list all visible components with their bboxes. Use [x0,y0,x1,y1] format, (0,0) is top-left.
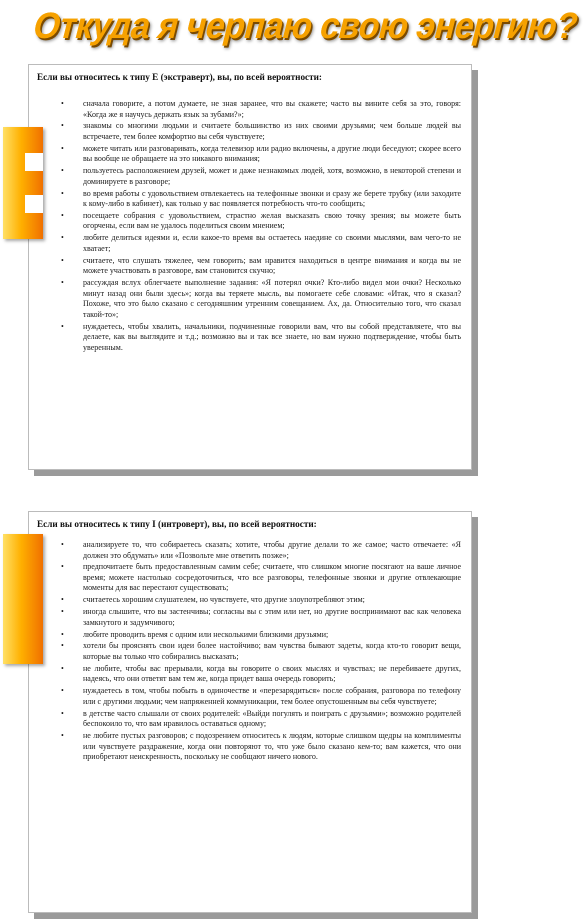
list-item: • пользуетесь расположением друзей, может и даже незнакомых людей, хотя, возможно, в некоторой степени и доминируете в разговоре; [29,166,461,187]
list-item: • рассуждая вслух облегчаете выполнение задания: «Я потерял очки? Кто-либо видел мои очки? Несколько минут назад они были здесь»; когда вы теряете мысль, вы помогаете себе словами: «Итак, что я сказал? Похоже, что это было сказано с сегодняшним утренним совещанием. Ах, да. Относительно того, что сказал такой-то»; [29,278,461,320]
page-title: Откуда я черпаю свою энергию? [27,0,480,54]
list-item: • предпочитаете быть предоставленным самим себе; считаете, что слишком многие посягают на ваше личное время; можете настолько сосредоточиться, что все разговоры, телефонные звонки и другие отвлекающие моменты для вас перестают существовать; [29,562,461,594]
list-item: • можете читать или разговаривать, когда телевизор или радио включены, а другие люди беседуют; скорее всего вы вообще не обращаете на это никакого внимания; [29,144,461,165]
list-item: • иногда слышите, что вы застенчивы; согласны вы с этим или нет, но другие воспринимают вас как человека замкнутого и задумчивого; [29,607,461,628]
list-item: • нуждаетесь, чтобы хвалить, начальники, подчиненные говорили вам, что вы собой представляете, что вы делаете, как вы выглядите и т.д.; возможно вы и так все знаете, но вам нужно подтверждение, чтобы быть уверенным. [29,322,461,354]
list-item: • анализируете то, что собираетесь сказать; хотите, чтобы другие делали то же самое; часто отвечаете: «Я должен это обдумать» или «Позвольте мне ответить позже»; [29,540,461,561]
list-item: • сначала говорите, а потом думаете, не зная заранее, что вы скажете; часто вы вините себя за это, говоря: «Когда же я научусь держать язык за зубами?»; [29,99,461,120]
list-item: • хотели бы прояснять свои идеи более настойчиво; вам чувства бывают задеты, когда кто-то говорит вещи, которые вы только что собирались высказать; [29,641,461,662]
list-item: • не любите пустых разговоров; с подозрением относитесь к людям, которые слишком щедры на комплименты или чувствуете раздражение, когда они повторяют то, что уже было сказано кем-то; вам кажется, что они приобретают неискренность, поскольку не сообщают ничего нового. [29,731,461,763]
list-item: • не любите, чтобы вас прерывали, когда вы говорите о своих мыслях и чувствах; не перебиваете других, надеясь, что они ответят вам тем же, когда придет ваша очередь говорить; [29,664,461,685]
extravert-panel [28,64,472,470]
title-banner [0,0,583,56]
list-item: • знакомы со многими людьми и считаете большинство из них своими друзьями; чем больше людей вы встречаете, тем более комфортно вы себя чувствуете; [29,121,461,142]
list-item: • любите делиться идеями и, если какое-то время вы остаетесь наедине со своими мыслями, вам чего-то не хватает; [29,233,461,254]
list-item: • любите проводить время с одним или несколькими близкими друзьями; [29,630,461,641]
extravert-list [29,99,461,354]
extravert-intro: Если вы относитесь к типу E (экстраверт), вы, по всей вероятности: [37,72,322,82]
list-item: • считаетесь хорошим слушателем, но чувствуете, что другие злоупотребляют этим; [29,595,461,606]
list-item: • посещаете собрания с удовольствием, страстно желая высказать свою точку зрения; вы можете быть огорчены, если вам не удалось поделиться своим мнением; [29,211,461,232]
introvert-panel [28,511,472,913]
introvert-intro: Если вы относитесь к типу I (интроверт), вы, по всей вероятности: [37,519,317,529]
list-item: • во время работы с удовольствием отвлекаетесь на телефонные звонки и сразу же берете трубку (или заходите к кому-либо в кабинет), как только у вас появляется потребность что-то сообщить; [29,189,461,210]
list-item: • считаете, что слушать тяжелее, чем говорить; вам нравится находиться в центре внимания и когда вы не можете участвовать в разговоре, вам становится скучно; [29,256,461,277]
introvert-list [29,540,461,764]
list-item: • нуждаетесь в том, чтобы побыть в одиночестве и «перезарядиться» после собрания, разговора по телефону или с другими людьми; чем напряженней коммуникации, тем более опустошенным вы себя чувствуете; [29,686,461,707]
list-item: • в детстве часто слышали от своих родителей: «Выйди погулять и поиграть с друзьями»; возможно родителей беспокоило то, что вам нравилось оставаться одному; [29,709,461,730]
